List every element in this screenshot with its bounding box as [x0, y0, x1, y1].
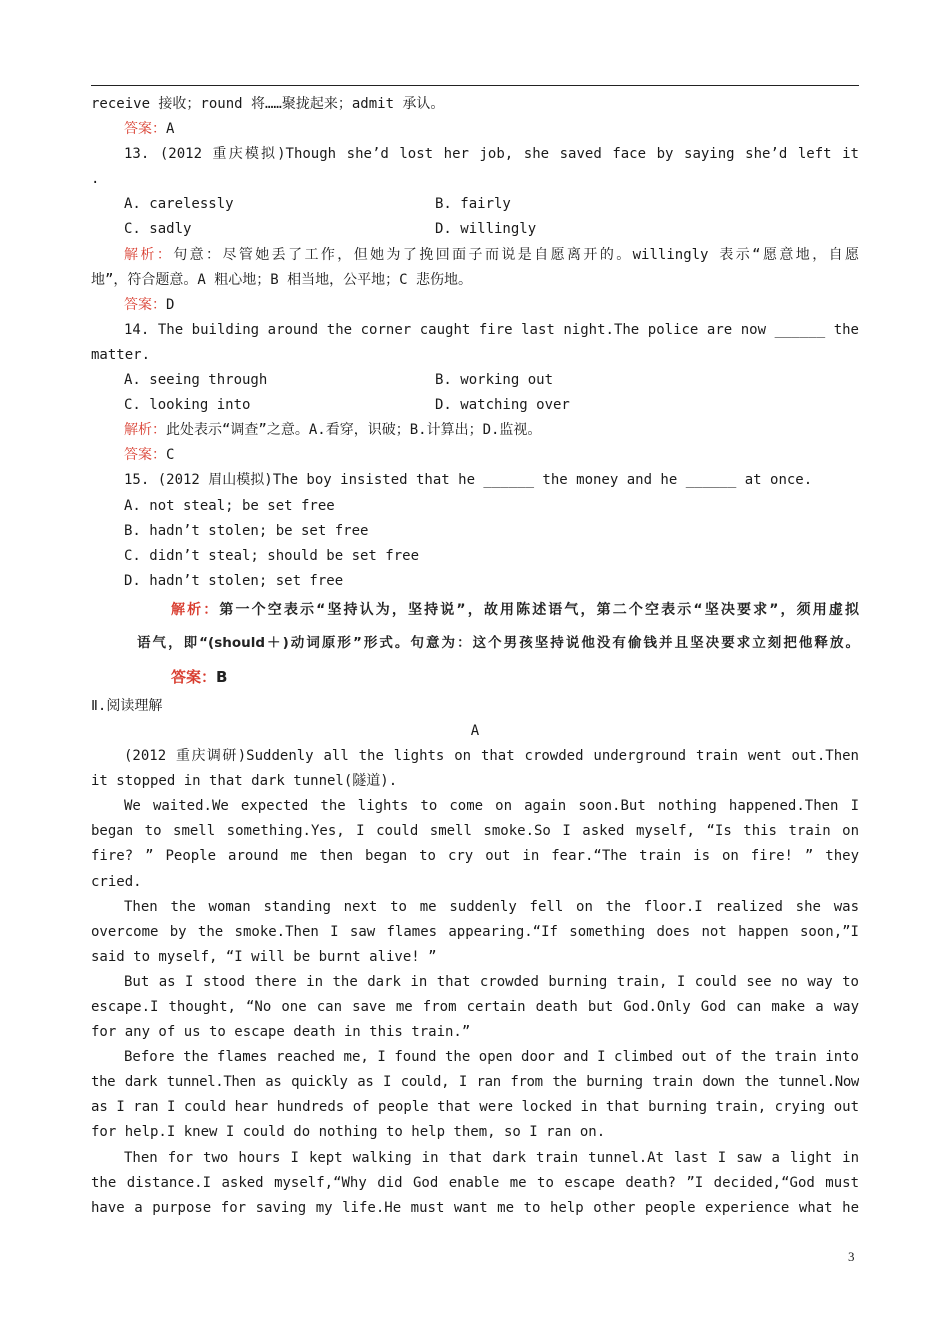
option-d: D. willingly [435, 221, 537, 238]
passage-line: for any of us to escape death in this train.” [91, 1024, 471, 1041]
passage-line: Before the flames reached me, I found the open door and I climbed out of the train into [124, 1049, 859, 1066]
question-14-cont: matter. [91, 346, 151, 363]
question-13-options-cd [91, 217, 859, 242]
passage-line: overcome by the smoke.Then I saw flames appearing.“If something does not happen soon,”I [91, 923, 859, 940]
option-b: B. hadn’t stolen; be set free [124, 522, 369, 539]
explanation-15-line1 [91, 594, 859, 627]
passage-line: But as I stood there in the dark in that crowded burning train, I could see no way to [124, 973, 859, 990]
document-page [91, 92, 859, 1221]
passage-line: the distance.I asked myself,“Why did God enable me to escape death? ”I decided,“God must [91, 1174, 859, 1191]
passage-line: (2012 重庆调研)Suddenly all the lights on that crowded underground train went out.Then [124, 748, 859, 765]
answer-label: 答案： [124, 121, 166, 138]
passage-line: have a purpose for saving my life.He must want me to help other people experience what he [91, 1199, 859, 1216]
question-14-options-ab [91, 368, 859, 393]
option-c: C. sadly [124, 221, 192, 238]
option-a: A. not steal; be set free [124, 497, 335, 514]
passage-line: said to myself, “I will be burnt alive! ” [91, 948, 437, 965]
vocab-line: receive 接收；round 将……聚拢起来；admit 承认。 [91, 96, 445, 112]
option-a: A. carelessly [124, 196, 234, 213]
option-b: B. working out [435, 372, 554, 389]
passage-line: fire? ” People around me then began to cry out in fear.“The train is on fire! ” they [91, 848, 859, 865]
answer-label: 答案： [171, 667, 217, 686]
page-number: 3 [848, 1249, 855, 1264]
section-heading: Ⅱ.阅读理解 [91, 697, 163, 714]
explanation-15-line2: 语气，即“(should＋)动词原形”形式。句意为：这个男孩坚持说他没有偷钱并且坚决要求立刻把他释放。 [137, 634, 859, 651]
option-b: B. fairly [435, 196, 511, 213]
answer-label: 答案： [124, 296, 166, 313]
question-13: 13. (2012 重庆模拟)Though she’d lost her job, she saved face by saying she’d left it [124, 146, 859, 163]
question-13-cont: . [91, 171, 100, 188]
answer-value: C [166, 447, 175, 464]
explanation-label: 解析： [124, 422, 166, 439]
explanation-text: 第一个空表示“坚持认为，坚持说”，故用陈述语气，第二个空表示“坚决要求”，须用虚拟 [219, 601, 860, 618]
explanation-label: 解析： [171, 601, 220, 618]
question-13-options-ab [91, 192, 859, 217]
passage-line: as I ran I could hear hundreds of people that were locked in that burning train, crying out [91, 1099, 859, 1116]
passage-line: it stopped in that dark tunnel(隧道). [91, 773, 398, 790]
answer-13 [91, 293, 859, 318]
answer-15 [91, 660, 859, 694]
explanation-13-line1 [91, 243, 859, 268]
answer-value: B [216, 667, 228, 686]
passage-line: Then the woman standing next to me suddenly fell on the floor.I realized she was [124, 898, 859, 915]
question-14-options-cd [91, 393, 859, 418]
passage-title: A [470, 722, 480, 739]
answer-12 [91, 117, 859, 142]
passage-line: Then for two hours I kept walking in that dark train tunnel.At last I saw a light in [124, 1149, 859, 1166]
question-14: 14. The building around the corner caught fire last night.The police are now ______ the [124, 321, 859, 338]
passage-line: escape.I thought, “No one can save me from certain death but God.Only God can make a way [91, 999, 859, 1015]
answer-label: 答案： [124, 447, 166, 464]
option-c: C. looking into [124, 397, 251, 414]
explanation-text: 此处表示“调查”之意。A.看穿，识破；B.计算出；D.监视。 [166, 422, 542, 439]
explanation-13-line2: 地”，符合题意。A 粗心地；B 相当地，公平地；C 悲伤地。 [91, 271, 472, 288]
passage-line: cried. [91, 873, 142, 890]
passage-line: the dark tunnel.Then as quickly as I could, I ran from the burning train down the tunnel.Now [91, 1074, 859, 1091]
option-c: C. didn’t steal; should be set free [124, 547, 420, 564]
option-d: D. watching over [435, 397, 570, 414]
explanation-text: 句意：尽管她丢了工作，但她为了挽回面子而说是自愿离开的。willingly 表示“愿意地，自愿 [173, 246, 859, 263]
option-a: A. seeing through [124, 372, 268, 389]
explanation-label: 解析： [124, 246, 174, 263]
answer-value: A [166, 121, 175, 138]
answer-value: D [166, 296, 175, 313]
passage-line: for help.I knew I could do nothing to help them, so I ran on. [91, 1124, 606, 1141]
option-d: D. hadn’t stolen; set free [124, 572, 344, 589]
passage-line: began to smell something.Yes, I could smell smoke.So I asked myself, “Is this train on [91, 823, 859, 840]
header-rule [91, 85, 859, 86]
answer-14 [91, 443, 859, 468]
explanation-14 [91, 418, 859, 443]
question-15: 15. (2012 眉山模拟)The boy insisted that he ______ the money and he ______ at once. [124, 472, 813, 489]
passage-line: We waited.We expected the lights to come on again soon.But nothing happened.Then I [124, 798, 859, 815]
